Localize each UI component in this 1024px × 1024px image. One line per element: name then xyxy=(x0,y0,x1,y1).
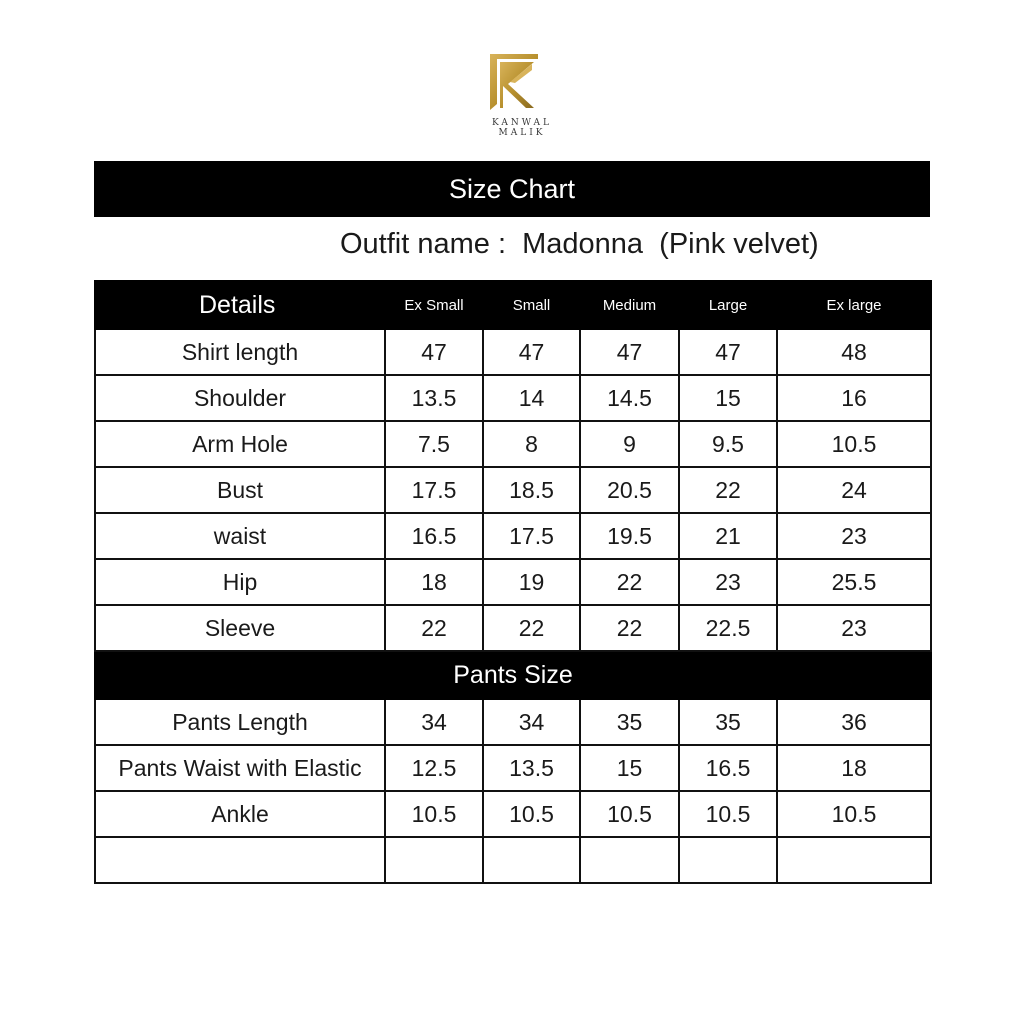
size-header-ex-small: Ex Small xyxy=(385,281,483,329)
size-value-cell: 9 xyxy=(580,421,679,467)
size-value-cell: 18.5 xyxy=(483,467,580,513)
size-value-cell: 22.5 xyxy=(679,605,777,651)
table-row xyxy=(95,375,931,421)
size-header-medium: Medium xyxy=(580,281,679,329)
size-value-cell: 35 xyxy=(580,699,679,745)
size-value-cell: 13.5 xyxy=(483,745,580,791)
size-header-large: Large xyxy=(679,281,777,329)
table-row xyxy=(95,745,931,791)
size-value-cell: 22 xyxy=(580,605,679,651)
row-label: Bust xyxy=(95,467,385,513)
row-label: Hip xyxy=(95,559,385,605)
size-value-cell: 34 xyxy=(385,699,483,745)
size-value-cell: 19 xyxy=(483,559,580,605)
size-value-cell: 20.5 xyxy=(580,467,679,513)
size-value-cell: 10.5 xyxy=(483,791,580,837)
size-value-cell: 14.5 xyxy=(580,375,679,421)
size-value-cell: 25.5 xyxy=(777,559,931,605)
size-value-cell: 14 xyxy=(483,375,580,421)
size-value-cell: 10.5 xyxy=(679,791,777,837)
outfit-name: Outfit name : Madonna (Pink velvet) xyxy=(340,228,819,260)
size-value-cell: 47 xyxy=(679,329,777,375)
table-row xyxy=(95,605,931,651)
size-value-cell: 47 xyxy=(580,329,679,375)
details-header: Details xyxy=(95,281,385,329)
table-header-row xyxy=(95,281,931,329)
size-value-cell: 21 xyxy=(679,513,777,559)
size-value-cell: 35 xyxy=(679,699,777,745)
table-row xyxy=(95,559,931,605)
size-table xyxy=(94,280,932,884)
size-value-cell: 22 xyxy=(580,559,679,605)
table-row xyxy=(95,421,931,467)
size-value-cell: 22 xyxy=(385,605,483,651)
size-value-cell: 15 xyxy=(580,745,679,791)
table-row xyxy=(95,837,931,883)
table-row xyxy=(95,513,931,559)
size-value-cell: 18 xyxy=(777,745,931,791)
row-label: Shirt length xyxy=(95,329,385,375)
table-row xyxy=(95,329,931,375)
size-value-cell: 10.5 xyxy=(777,421,931,467)
size-value-cell xyxy=(679,837,777,883)
size-value-cell xyxy=(385,837,483,883)
size-value-cell: 10.5 xyxy=(580,791,679,837)
size-value-cell: 47 xyxy=(483,329,580,375)
size-value-cell: 47 xyxy=(385,329,483,375)
table-row xyxy=(95,467,931,513)
pants-section-row xyxy=(95,651,931,699)
size-value-cell: 23 xyxy=(777,605,931,651)
kanwal-malik-monogram-icon xyxy=(488,52,540,112)
size-value-cell: 15 xyxy=(679,375,777,421)
pants-section-title: Pants Size xyxy=(95,651,931,699)
size-value-cell: 16.5 xyxy=(385,513,483,559)
brand-logo xyxy=(472,52,562,136)
size-value-cell xyxy=(580,837,679,883)
row-label: Arm Hole xyxy=(95,421,385,467)
size-value-cell: 48 xyxy=(777,329,931,375)
size-value-cell xyxy=(483,837,580,883)
size-value-cell: 10.5 xyxy=(385,791,483,837)
size-value-cell: 7.5 xyxy=(385,421,483,467)
size-value-cell: 23 xyxy=(777,513,931,559)
row-label: Sleeve xyxy=(95,605,385,651)
size-header-small: Small xyxy=(483,281,580,329)
row-label: Pants Waist with Elastic xyxy=(95,745,385,791)
size-value-cell: 22 xyxy=(483,605,580,651)
size-value-cell: 17.5 xyxy=(385,467,483,513)
size-value-cell: 16 xyxy=(777,375,931,421)
row-label: Pants Length xyxy=(95,699,385,745)
size-value-cell: 24 xyxy=(777,467,931,513)
row-label: waist xyxy=(95,513,385,559)
brand-name: KANWAL MALIK xyxy=(491,118,552,138)
table-row xyxy=(95,791,931,837)
size-value-cell: 18 xyxy=(385,559,483,605)
size-chart-title: Size Chart xyxy=(94,161,930,217)
size-header-ex-large: Ex large xyxy=(777,281,931,329)
size-value-cell: 9.5 xyxy=(679,421,777,467)
row-label: Ankle xyxy=(95,791,385,837)
table-row xyxy=(95,699,931,745)
size-value-cell: 19.5 xyxy=(580,513,679,559)
size-value-cell: 8 xyxy=(483,421,580,467)
size-value-cell: 22 xyxy=(679,467,777,513)
size-value-cell: 10.5 xyxy=(777,791,931,837)
size-value-cell: 12.5 xyxy=(385,745,483,791)
size-value-cell xyxy=(777,837,931,883)
row-label: Shoulder xyxy=(95,375,385,421)
size-value-cell: 13.5 xyxy=(385,375,483,421)
size-value-cell: 16.5 xyxy=(679,745,777,791)
size-value-cell: 23 xyxy=(679,559,777,605)
row-label xyxy=(95,837,385,883)
size-value-cell: 17.5 xyxy=(483,513,580,559)
size-value-cell: 34 xyxy=(483,699,580,745)
size-value-cell: 36 xyxy=(777,699,931,745)
